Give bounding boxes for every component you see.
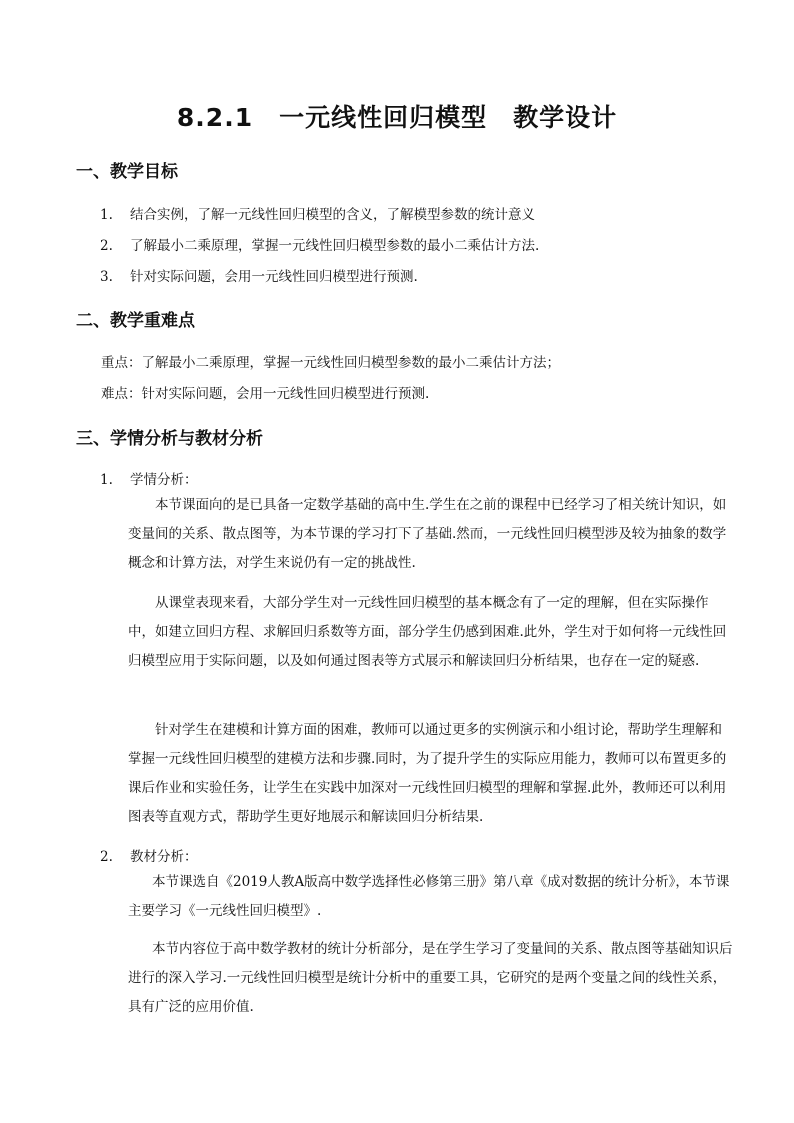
objective-item: [100, 234, 539, 254]
item-number: 2.: [100, 849, 113, 865]
section-heading-objectives: 一、教学目标: [76, 162, 178, 182]
document-title: 8.2.1 一元线性回归模型 教学设计: [176, 103, 618, 132]
item-number: 1.: [100, 472, 113, 488]
paragraph: 本节课面向的是已具备一定数学基础的高中生.学生在之前的课程中已经学习了相关统计知识，如变量间的关系、散点图等，为本节课的学习打下了基础.然而，一元线性回归模型涉及较为抽象的数学概念和计算方法，对学生来说仍有一定的挑战性.: [128, 497, 727, 571]
item-text: 了解最小二乘原理，掌握一元线性回归模型参数的最小二乘估计方法.: [130, 238, 540, 254]
key-point-line: 重点：了解最小二乘原理，掌握一元线性回归模型参数的最小二乘估计方法；: [101, 355, 560, 371]
subsection-label: 教材分析：: [130, 849, 198, 865]
subsection-label: 学情分析：: [130, 472, 198, 488]
objective-item: [100, 203, 535, 223]
item-number: 1.: [100, 207, 113, 223]
item-number: 2.: [100, 238, 113, 254]
subsection-student-analysis: [100, 468, 198, 488]
subsection-textbook-analysis: [100, 845, 198, 865]
item-number: 3.: [100, 269, 113, 285]
paragraph: 本节内容位于高中数学教材的统计分析部分，是在学生学习了变量间的关系、散点图等基础知识后进行的深入学习.一元线性回归模型是统计分析中的重要工具，它研究的是两个变量之间的线性关系，具有广泛的应用价值.: [128, 941, 733, 1015]
paragraph: 本节课选自《2019人教A版高中数学选择性必修第三册》第八章《成对数据的统计分析》，本节课主要学习《一元线性回归模型》.: [128, 874, 730, 919]
objective-item: [100, 265, 418, 285]
item-text: 针对实际问题，会用一元线性回归模型进行预测.: [130, 269, 418, 285]
section-heading-analysis: 三、学情分析与教材分析: [76, 429, 263, 449]
paragraph: 从课堂表现来看，大部分学生对一元线性回归模型的基本概念有了一定的理解，但在实际操作中，如建立回归方程、求解回归系数等方面，部分学生仍感到困难.此外，学生对于如何将一元线性回归模型应用于实际问题，以及如何通过图表等方式展示和解读回归分析结果，也存在一定的疑惑.: [128, 595, 727, 669]
difficult-point-line: 难点：针对实际问题，会用一元线性回归模型进行预测.: [101, 386, 430, 402]
paragraph: 针对学生在建模和计算方面的困难，教师可以通过更多的实例演示和小组讨论，帮助学生理解和掌握一元线性回归模型的建模方法和步骤.同时，为了提升学生的实际应用能力，教师可以布置更多的课后作业和实验任务，让学生在实践中加深对一元线性回归模型的理解和掌握.此外，教师还可以利用图表等直观方式，帮助学生更好地展示和解读回归分析结果.: [128, 722, 727, 825]
section-heading-key-points: 二、教学重难点: [76, 311, 195, 331]
item-text: 结合实例，了解一元线性回归模型的含义，了解模型参数的统计意义: [130, 207, 535, 223]
